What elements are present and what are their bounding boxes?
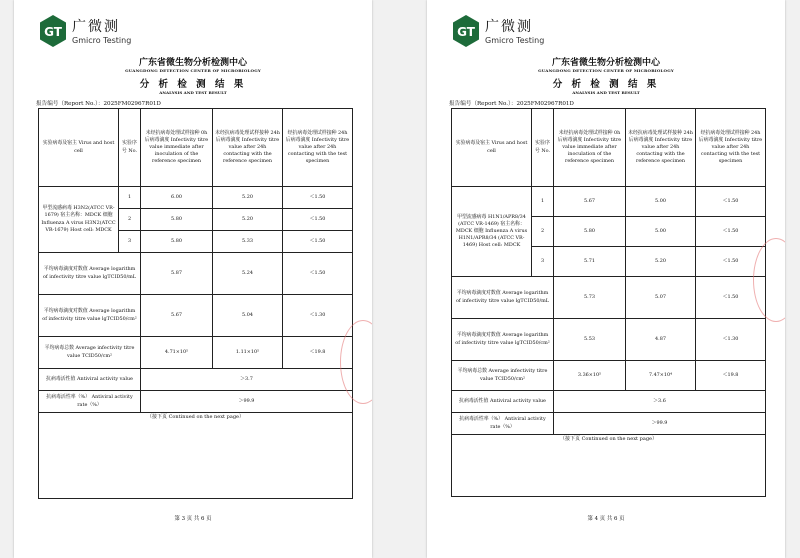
- page-footer: 第 3 页 共 6 页: [174, 516, 212, 522]
- page-title-cn: 分 析 检 测 结 果: [139, 79, 247, 90]
- total-v0: 3.36×10⁵: [554, 361, 626, 391]
- col-treated-24h: 经抗病毒处理试样接种 24h 后病毒滴度 Infectivity titre value after 24h contacting with the test specimen: [283, 109, 353, 187]
- brand-name-cn: 广微测: [72, 19, 120, 35]
- page-footer: 第 4 页 共 6 页: [587, 516, 625, 522]
- avg-cm2-v24: 4.87: [626, 319, 696, 361]
- table-header-row: [39, 109, 353, 187]
- cell-v24: 5.20: [626, 247, 696, 277]
- table-header-row: [452, 109, 766, 187]
- brand-name-en: Gmicro Testing: [485, 36, 545, 45]
- total-t24: ＜19.8: [696, 361, 766, 391]
- col-virus-host: 实验病毒及宿主 Virus and host cell: [452, 109, 532, 187]
- total-v0: 4.71×10⁵: [141, 337, 213, 369]
- table-row: [452, 187, 766, 217]
- continued-row: [39, 413, 353, 499]
- activity-value-row: [452, 391, 766, 413]
- activity-rate: ＞99.9: [554, 413, 766, 435]
- cell-v0: 5.80: [554, 217, 626, 247]
- gt-logo-icon: [38, 14, 68, 48]
- avg-ml-label: 平均病毒滴度对数值 Average logarithm of infectivity titre value lgTCID50/mL: [39, 253, 141, 295]
- col-untreated-24h: 未经抗病毒处理试样接种 24h 后病毒滴度 Infectivity titre value after 24h contacting with the reference specimen: [626, 109, 696, 187]
- avg-ml-v24: 5.07: [626, 277, 696, 319]
- report-page-4: [427, 0, 785, 558]
- results-table: [451, 108, 766, 497]
- total-v24: 1.11×10⁵: [213, 337, 283, 369]
- center-name-cn: 广东省微生物分析检测中心: [551, 58, 660, 68]
- total-v24: 7.47×10⁴: [626, 361, 696, 391]
- activity-rate: ＞99.9: [141, 391, 353, 413]
- row-no: 3: [532, 247, 554, 277]
- page-title-en: ANALYSIS AND TEST RESULT: [159, 90, 227, 95]
- continued-row: [452, 435, 766, 497]
- activity-value-label: 抗病毒活性值 Antiviral activity value: [452, 391, 554, 413]
- avg-cm2-label: 平均病毒滴度对数值 Average logarithm of infectivity titre value lgTCID50/cm²: [452, 319, 554, 361]
- page-title-en: ANALYSIS AND TEST RESULT: [572, 90, 640, 95]
- avg-ml-label: 平均病毒滴度对数值 Average logarithm of infectivity titre value lgTCID50/mL: [452, 277, 554, 319]
- cell-t24: ＜1.50: [283, 209, 353, 231]
- table-row: [39, 187, 353, 209]
- total-label: 平均病毒总数 Average infectivity titre value TCID50/cm²: [452, 361, 554, 391]
- row-no: 3: [119, 231, 141, 253]
- col-seq: 实验序号 No.: [532, 109, 554, 187]
- cell-v0: 5.67: [554, 187, 626, 217]
- cell-v0: 5.71: [554, 247, 626, 277]
- cell-t24: ＜1.50: [283, 187, 353, 209]
- col-virus-host: 实验病毒及宿主 Virus and host cell: [39, 109, 119, 187]
- cell-v0: 6.00: [141, 187, 213, 209]
- col-untreated-0h: 未经抗病毒处理试样接种 0h 后病毒滴度 Infectivity titre value immediate after inoculation of the reference specimen: [141, 109, 213, 187]
- center-name-en: GUANGDONG DETECTION CENTER OF MICROBIOLOGY: [538, 68, 674, 73]
- center-name-en: GUANGDONG DETECTION CENTER OF MICROBIOLOGY: [125, 68, 261, 73]
- activity-rate-row: [39, 391, 353, 413]
- avg-cm2-v0: 5.53: [554, 319, 626, 361]
- cell-v24: 5.20: [213, 209, 283, 231]
- avg-cm2-label: 平均病毒滴度对数值 Average logarithm of infectivity titre value lgTCID50/cm²: [39, 295, 141, 337]
- avg-ml-t24: ＜1.50: [283, 253, 353, 295]
- cell-t24: ＜1.50: [283, 231, 353, 253]
- gt-logo-icon: [451, 14, 481, 48]
- cell-v24: 5.00: [626, 217, 696, 247]
- avg-cm2-row: [452, 319, 766, 361]
- activity-value: ＞3.6: [554, 391, 766, 413]
- avg-cm2-v24: 5.04: [213, 295, 283, 337]
- center-name-cn: 广东省微生物分析检测中心: [138, 58, 247, 68]
- activity-rate-row: [452, 413, 766, 435]
- cell-v24: 5.00: [626, 187, 696, 217]
- row-no: 2: [532, 217, 554, 247]
- avg-cm2-row: [39, 295, 353, 337]
- row-no: 1: [119, 187, 141, 209]
- svg-text:GT: GT: [457, 25, 475, 39]
- virus-cell: 甲型流感病毒 H1N1/APR8/34 (ATCC VR-1469) 宿主名称：MDCK 细胞 Influenza A virus H1N1/APR8/34 (ATCC VR-1469) Host cell: MDCK: [452, 187, 532, 277]
- row-no: 2: [119, 209, 141, 231]
- total-t24: ＜19.8: [283, 337, 353, 369]
- continued-text: （接下页 Continued on the next page）: [560, 436, 657, 442]
- cell-t24: ＜1.50: [696, 247, 766, 277]
- cell-v24: 5.33: [213, 231, 283, 253]
- col-seq: 实验序号 No.: [119, 109, 141, 187]
- report-page-3: [14, 0, 372, 558]
- col-untreated-0h: 未经抗病毒处理试样接种 0h 后病毒滴度 Infectivity titre value immediate after inoculation of the reference specimen: [554, 109, 626, 187]
- continued-note: [452, 435, 766, 497]
- continued-note: [39, 413, 353, 499]
- cell-t24: ＜1.50: [696, 187, 766, 217]
- activity-rate-label: 抗病毒活性率（%） Antiviral activity rate（%）: [452, 413, 554, 435]
- avg-ml-v0: 5.87: [141, 253, 213, 295]
- results-table: [38, 108, 353, 499]
- brand-name-cn: 广微测: [485, 19, 533, 35]
- svg-text:GT: GT: [44, 25, 62, 39]
- page-title-cn: 分 析 检 测 结 果: [552, 79, 660, 90]
- avg-ml-row: [452, 277, 766, 319]
- row-no: 1: [532, 187, 554, 217]
- avg-cm2-t24: ＜1.30: [283, 295, 353, 337]
- activity-value-row: [39, 369, 353, 391]
- total-row: [39, 337, 353, 369]
- activity-value: ＞3.7: [141, 369, 353, 391]
- continued-text: （接下页 Continued on the next page）: [147, 414, 244, 420]
- avg-ml-row: [39, 253, 353, 295]
- cell-v0: 5.80: [141, 231, 213, 253]
- avg-cm2-v0: 5.67: [141, 295, 213, 337]
- total-row: [452, 361, 766, 391]
- total-label: 平均病毒总数 Average infectivity titre value TCID50/cm²: [39, 337, 141, 369]
- cell-v0: 5.80: [141, 209, 213, 231]
- brand-name-en: Gmicro Testing: [72, 36, 132, 45]
- avg-ml-t24: ＜1.50: [696, 277, 766, 319]
- cell-v24: 5.20: [213, 187, 283, 209]
- virus-cell: 甲型流感病毒 H3N2(ATCC VR-1679) 宿主名称：MDCK 细胞 Influenza A virus H3N2(ATCC VR-1679) Host cell: MDCK: [39, 187, 119, 253]
- cell-t24: ＜1.50: [696, 217, 766, 247]
- avg-ml-v24: 5.24: [213, 253, 283, 295]
- report-number: 报告编号（Report No.）：2025FM02967R01D: [449, 101, 574, 107]
- col-treated-24h: 经抗病毒处理试样接种 24h 后病毒滴度 Infectivity titre value after 24h contacting with the test specimen: [696, 109, 766, 187]
- avg-ml-v0: 5.73: [554, 277, 626, 319]
- report-number: 报告编号（Report No.）：2025FM02967R01D: [36, 101, 161, 107]
- avg-cm2-t24: ＜1.30: [696, 319, 766, 361]
- activity-value-label: 抗病毒活性值 Antiviral activity value: [39, 369, 141, 391]
- activity-rate-label: 抗病毒活性率（%） Antiviral activity rate（%）: [39, 391, 141, 413]
- col-untreated-24h: 未经抗病毒处理试样接种 24h 后病毒滴度 Infectivity titre value after 24h contacting with the reference specimen: [213, 109, 283, 187]
